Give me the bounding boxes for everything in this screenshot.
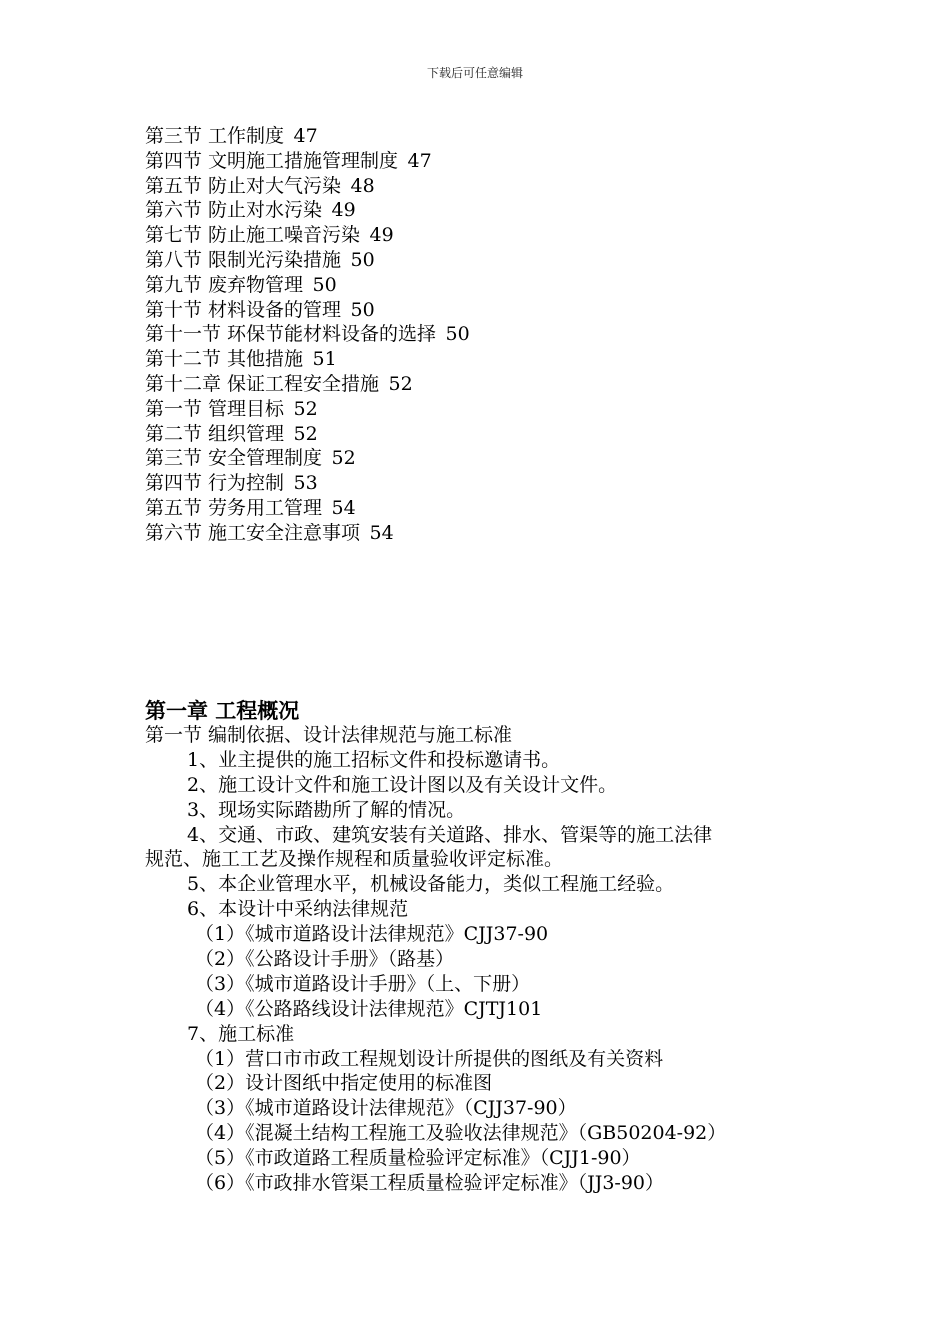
toc-label: 第十节 材料设备的管理 bbox=[145, 298, 342, 321]
toc-entry bbox=[145, 422, 845, 447]
toc-page: 50 bbox=[445, 323, 470, 346]
toc-label: 第十二节 其他措施 bbox=[145, 348, 304, 371]
toc-label: 第十二章 保证工程安全措施 bbox=[145, 372, 380, 395]
toc-label: 第五节 劳务用工管理 bbox=[145, 496, 323, 519]
standard-reference: （3）《城市道路设计手册》（上、下册） bbox=[195, 972, 531, 995]
toc-label: 第六节 施工安全注意事项 bbox=[145, 521, 361, 544]
paragraph-item: 6、本设计中采纳法律规范 bbox=[187, 898, 409, 921]
toc-entry bbox=[145, 273, 845, 298]
toc-entry bbox=[145, 298, 845, 323]
toc-label: 第三节 安全管理制度 bbox=[145, 447, 323, 470]
toc-label: 第七节 防止施工噪音污染 bbox=[145, 224, 361, 247]
toc-label: 第十一节 环保节能材料设备的选择 bbox=[145, 323, 437, 346]
toc-entry bbox=[145, 149, 845, 174]
toc-entry bbox=[145, 223, 845, 248]
toc-page: 50 bbox=[312, 273, 337, 296]
toc-label: 第九节 废弃物管理 bbox=[145, 273, 304, 296]
toc-page: 49 bbox=[369, 224, 394, 247]
standard-reference: （5）《市政道路工程质量检验评定标准》（CJJ1-90） bbox=[195, 1147, 641, 1170]
toc-entry bbox=[145, 322, 845, 347]
toc-page: 53 bbox=[293, 472, 318, 495]
standard-reference: （2）《公路设计手册》（路基） bbox=[195, 948, 455, 971]
toc-entry bbox=[145, 446, 845, 471]
toc-label: 第五节 防止对大气污染 bbox=[145, 174, 342, 197]
toc-label: 第八节 限制光污染措施 bbox=[145, 248, 342, 271]
toc-label: 第二节 组织管理 bbox=[145, 422, 285, 445]
toc-page: 47 bbox=[407, 149, 432, 172]
toc-page: 51 bbox=[312, 348, 337, 371]
toc-entry bbox=[145, 248, 845, 273]
toc-label: 第一节 管理目标 bbox=[145, 397, 285, 420]
toc-page: 48 bbox=[350, 174, 375, 197]
toc-entry bbox=[145, 347, 845, 372]
table-of-contents bbox=[145, 124, 845, 546]
chapter-title: 第一章 工程概况 bbox=[145, 698, 300, 723]
toc-entry bbox=[145, 496, 845, 521]
standard-reference: （1）《城市道路设计法律规范》CJJ37-90 bbox=[195, 923, 549, 946]
toc-label: 第六节 防止对水污染 bbox=[145, 199, 323, 222]
toc-page: 52 bbox=[388, 372, 413, 395]
paragraph-item: 7、施工标准 bbox=[187, 1022, 295, 1045]
toc-label: 第四节 行为控制 bbox=[145, 472, 285, 495]
toc-entry bbox=[145, 372, 845, 397]
toc-page: 49 bbox=[331, 199, 356, 222]
paragraph-continuation: 规范、施工工艺及操作规程和质量验收评定标准。 bbox=[145, 848, 564, 871]
toc-page: 50 bbox=[350, 298, 375, 321]
toc-entry bbox=[145, 471, 845, 496]
toc-label: 第四节 文明施工措施管理制度 bbox=[145, 149, 399, 172]
toc-entry bbox=[145, 397, 845, 422]
toc-entry bbox=[145, 174, 845, 199]
toc-page: 52 bbox=[293, 397, 318, 420]
standard-reference: （1）营口市市政工程规划设计所提供的图纸及有关资料 bbox=[195, 1047, 664, 1070]
chapter-body bbox=[145, 697, 825, 1196]
standard-reference: （4）《混凝土结构工程施工及验收法律规范》（GB50204-92） bbox=[195, 1122, 727, 1145]
page-header: 下载后可任意编辑 bbox=[426, 66, 523, 80]
standard-reference: （6）《市政排水管渠工程质量检验评定标准》（JJ3-90） bbox=[195, 1172, 665, 1195]
toc-entry bbox=[145, 198, 845, 223]
standard-reference: （2）设计图纸中指定使用的标准图 bbox=[195, 1072, 493, 1095]
paragraph-item: 1、业主提供的施工招标文件和投标邀请书。 bbox=[187, 748, 561, 771]
paragraph-item: 4、交通、市政、建筑安装有关道路、排水、管渠等的施工法律 bbox=[187, 823, 713, 846]
toc-page: 54 bbox=[331, 496, 356, 519]
toc-page: 47 bbox=[293, 125, 318, 147]
section-heading: 第一节 编制依据、设计法律规范与施工标准 bbox=[145, 724, 513, 746]
toc-page: 52 bbox=[293, 422, 318, 445]
toc-entry bbox=[145, 124, 845, 149]
toc-entry bbox=[145, 521, 845, 546]
toc-page: 54 bbox=[369, 521, 394, 544]
standard-reference: （4）《公路路线设计法律规范》CJTJ101 bbox=[195, 997, 543, 1020]
toc-page: 50 bbox=[350, 248, 375, 271]
paragraph-item: 5、本企业管理水平，机械设备能力，类似工程施工经验。 bbox=[187, 873, 675, 896]
toc-page: 52 bbox=[331, 447, 356, 470]
paragraph-item: 2、施工设计文件和施工设计图以及有关设计文件。 bbox=[187, 773, 618, 796]
standard-reference: （3）《城市道路设计法律规范》（CJJ37-90） bbox=[195, 1097, 577, 1120]
paragraph-item: 3、现场实际踏勘所了解的情况。 bbox=[187, 798, 466, 821]
toc-label: 第三节 工作制度 bbox=[145, 125, 285, 147]
